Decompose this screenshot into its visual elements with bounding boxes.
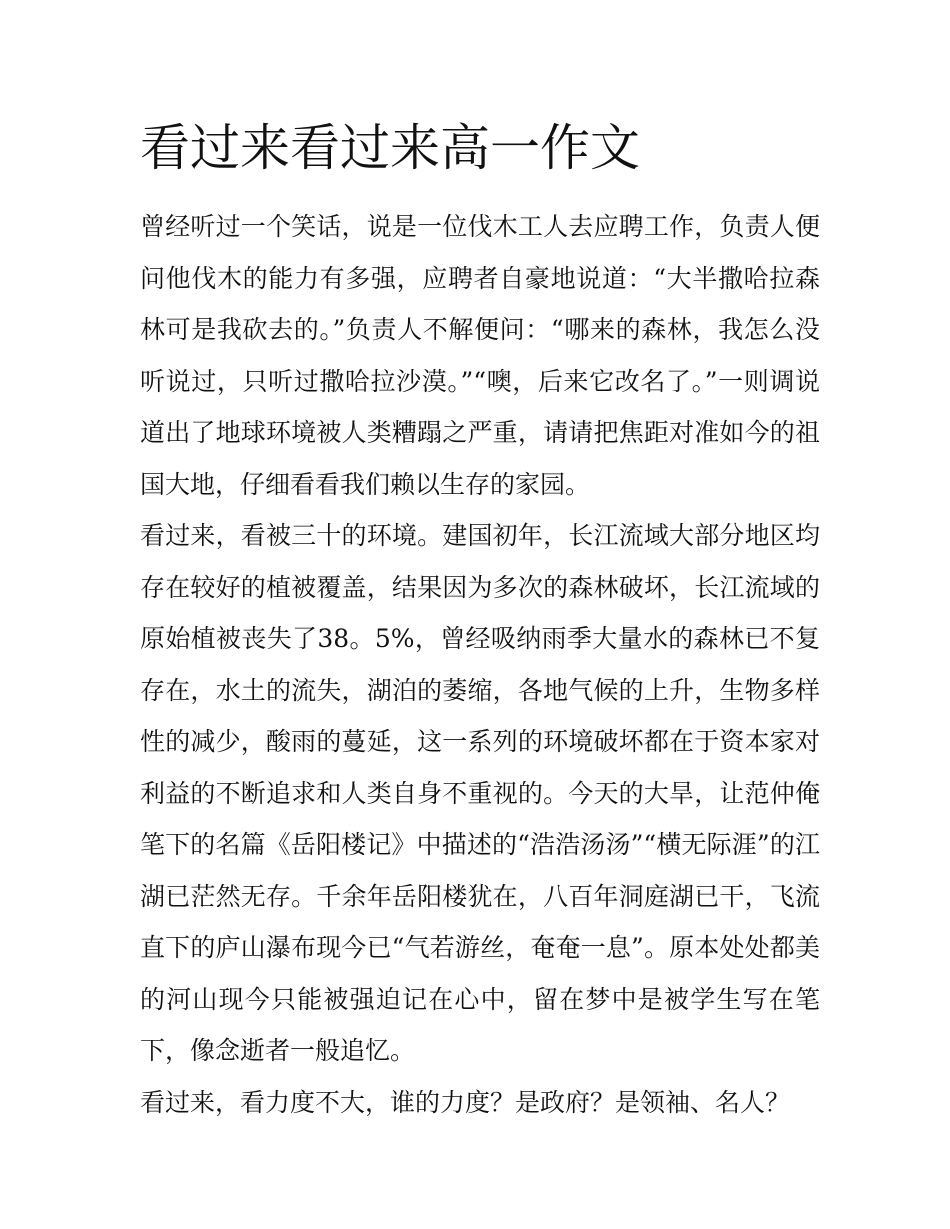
paragraph-1: 曾经听过一个笑话，说是一位伐木工人去应聘工作，负责人便问他伐木的能力有多强，应聘者自豪地说道：“大半撒哈拉森林可是我砍去的。”负责人不解便问：“哪来的森林，我怎么没听说过，只听过撒哈拉沙漠。”“噢，后来它改名了。”一则调说道出了地球环境被人类糟蹋之严重，请请把焦距对准如今的祖国大地，仔细看看我们赖以生存的家园。 [140, 212, 820, 499]
document-body [140, 201, 820, 1128]
paragraph-2: 看过来，看被三十的环境。建国初年，长江流域大部分地区均存在较好的植被覆盖，结果因为多次的森林破坏，长江流域的原始植被丧失了38。5%，曾经吸纳雨季大量水的森林已不复存在，水土的流失，湖泊的萎缩，各地气候的上升，生物多样性的减少，酸雨的蔓延，这一系列的环境破坏都在于资本家对利益的不断追求和人类自身不重视的。今天的大旱，让范仲俺笔下的名篇《岳阳楼记》中描述的“浩浩汤汤”“横无际涯”的江湖已茫然无存。千余年岳阳楼犹在，八百年洞庭湖已干，飞流直下的庐山瀑布现今已“气若游丝，奄奄一息”。原本处处都美的河山现今只能被强迫记在心中，留在梦中是被学生写在笔下，像念逝者一般追忆。 [140, 521, 820, 1065]
document-title: 看过来看过来高一作文 [140, 119, 640, 177]
paragraph-3: 看过来，看力度不大，谁的力度？是政府？是领袖、名人？ [140, 1087, 791, 1117]
document-content [140, 118, 820, 1128]
